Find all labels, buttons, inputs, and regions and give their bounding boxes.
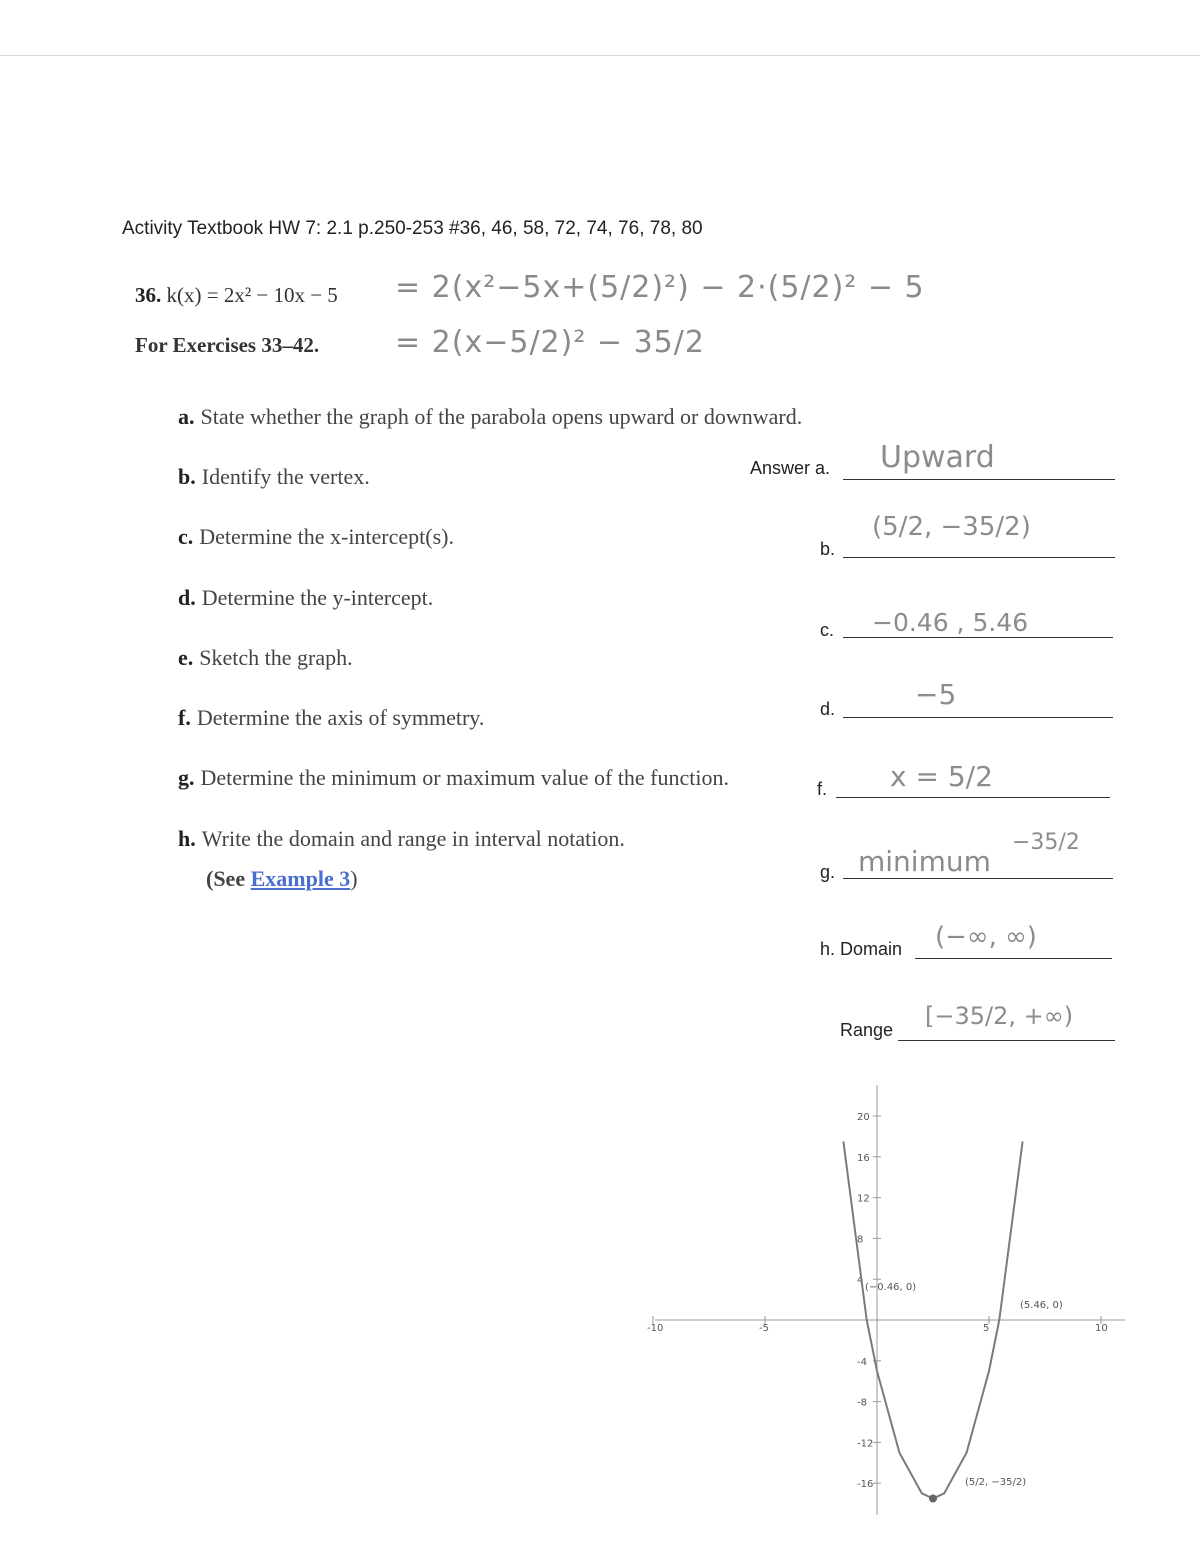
- x-tick-label: -5: [759, 1323, 769, 1334]
- answer-a-label: Answer a.: [750, 458, 831, 478]
- problem-number: 36.: [135, 283, 162, 307]
- question-letter: h.: [178, 826, 196, 851]
- question-text: Identify the vertex.: [201, 464, 370, 489]
- question-text: Determine the x-intercept(s).: [199, 524, 454, 549]
- answer-h-domain-value: (−∞, ∞): [935, 922, 1037, 952]
- answer-d-line: [843, 717, 1113, 718]
- answer-b-line: [843, 557, 1115, 558]
- answer-g-extra: −35/2: [1012, 830, 1080, 855]
- exercises-label: For Exercises 33–42.: [135, 333, 320, 357]
- annotation-right-intercept: (5.46, 0): [1020, 1300, 1063, 1311]
- question-letter: d.: [178, 585, 196, 610]
- y-tick-label: -8: [857, 1397, 867, 1409]
- x-tick-label: -10: [647, 1323, 664, 1334]
- y-tick-label: -16: [857, 1479, 874, 1491]
- answer-d-label: d.: [820, 699, 836, 719]
- question-letter: a.: [178, 404, 195, 429]
- question-text: Write the domain and range in interval notation.: [201, 826, 625, 851]
- see-example-note: [206, 866, 358, 892]
- question-letter: c.: [178, 524, 194, 549]
- y-tick-label: 16: [857, 1152, 870, 1164]
- question-c: [178, 524, 454, 550]
- y-tick-label: 20: [857, 1112, 870, 1123]
- vertex-point: [929, 1495, 937, 1503]
- question-e: [178, 645, 353, 671]
- handwritten-work-line-1: = 2(x²−5x+(5/2)²) − 2·(5/2)² − 5: [395, 270, 925, 305]
- question-text: Determine the minimum or maximum value of the function.: [200, 765, 729, 790]
- answer-c-value: −0.46 , 5.46: [872, 608, 1029, 637]
- answer-f-label: f.: [817, 779, 828, 799]
- answer-g-line: [843, 878, 1113, 879]
- question-letter: e.: [178, 645, 194, 670]
- question-text: Determine the axis of symmetry.: [196, 705, 485, 730]
- question-g: [178, 765, 729, 791]
- question-h: [178, 826, 625, 852]
- question-text: Determine the y-intercept.: [201, 585, 434, 610]
- answer-g-value: minimum: [858, 845, 991, 878]
- question-letter: f.: [178, 705, 191, 730]
- annotation-vertex: (5/2, −35/2): [965, 1477, 1027, 1488]
- answer-f-line: [836, 797, 1110, 798]
- x-tick-label: 5: [983, 1323, 990, 1334]
- question-letter: g.: [178, 765, 195, 790]
- answer-c-line: [843, 637, 1113, 638]
- answer-h-domain-line: [915, 958, 1112, 959]
- answer-h-range-value: [−35/2, +∞): [925, 1002, 1074, 1030]
- see-suffix: ): [350, 866, 358, 891]
- answer-a-value: Upward: [880, 440, 995, 475]
- parabola-graph: [647, 1080, 1135, 1520]
- page-header: Activity Textbook HW 7: 2.1 p.250-253 #36, 46, 58, 72, 74, 76, 78, 80: [122, 218, 703, 239]
- question-b: [178, 464, 370, 490]
- y-tick-label: 12: [857, 1193, 870, 1205]
- see-prefix: (See: [206, 866, 251, 891]
- y-tick-label: -12: [857, 1438, 874, 1450]
- question-a: [178, 404, 802, 430]
- answer-h-range-line: [898, 1040, 1115, 1041]
- answer-b-label: b.: [820, 539, 836, 559]
- question-letter: b.: [178, 464, 196, 489]
- question-text: State whether the graph of the parabola opens upward or downward.: [200, 404, 803, 429]
- answer-a-line: [843, 479, 1115, 480]
- y-tick-label: 8: [857, 1234, 864, 1246]
- x-tick-label: 10: [1095, 1323, 1108, 1334]
- handwritten-work-line-2: = 2(x−5/2)² − 35/2: [395, 325, 705, 360]
- y-tick-label: 4: [857, 1275, 864, 1287]
- answer-h-domain-label: h. Domain: [820, 939, 903, 959]
- answer-d-value: −5: [915, 678, 957, 711]
- answer-b-value: (5/2, −35/2): [872, 512, 1031, 542]
- question-d: [178, 585, 433, 611]
- question-text: Sketch the graph.: [199, 645, 353, 670]
- question-f: [178, 705, 484, 731]
- scan-edge-line: [0, 55, 1200, 56]
- answer-c-label: c.: [820, 620, 835, 640]
- example-3-link[interactable]: Example 3: [250, 866, 351, 891]
- answer-g-label: g.: [820, 862, 836, 882]
- answer-f-value: x = 5/2: [890, 760, 993, 793]
- annotation-left-intercept: (−0.46, 0): [865, 1282, 917, 1293]
- answer-h-range-label: Range: [840, 1020, 894, 1040]
- problem-statement: [135, 283, 338, 308]
- y-tick-label: -4: [857, 1356, 867, 1368]
- problem-function: k(x) = 2x² − 10x − 5: [166, 283, 338, 307]
